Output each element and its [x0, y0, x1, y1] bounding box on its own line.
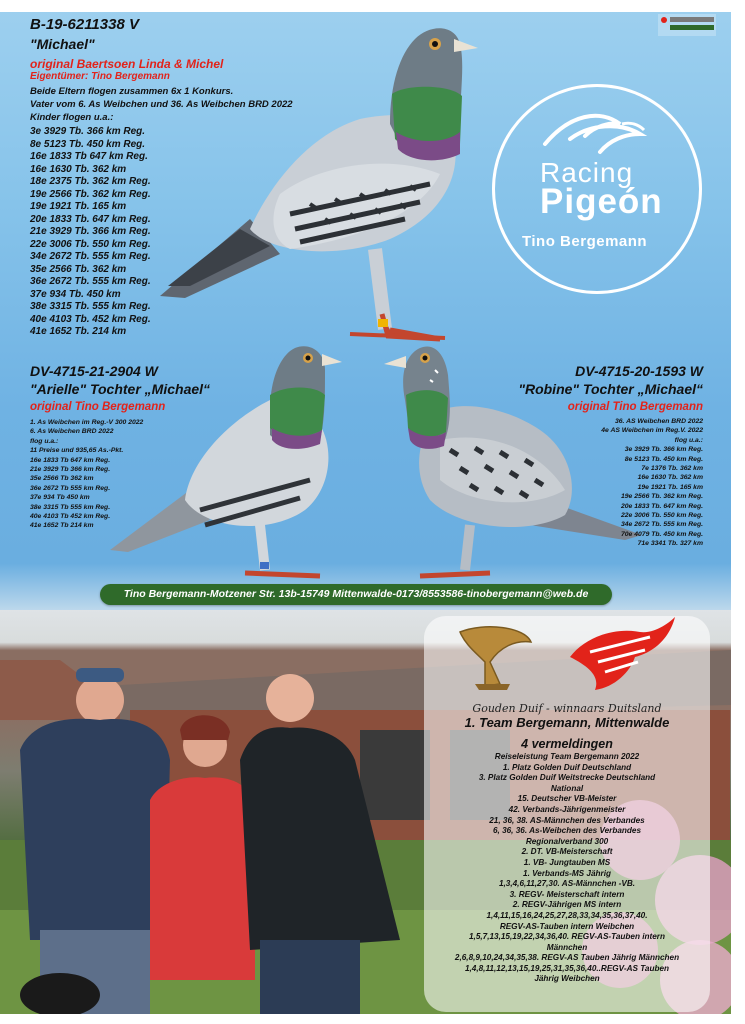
award-mentions: 4 vermeldingen [521, 737, 613, 751]
main-origin: original Baertsoen Linda & Michel [30, 57, 224, 71]
result-item: 8e 5123 Tb. 450 km Reg. [30, 138, 146, 150]
result-item: 19e 1921 Tb. 165 km [30, 201, 127, 212]
achievement-item: 42. Verbands-Jährigenmeister [508, 804, 626, 814]
achievements-list [430, 752, 704, 985]
main-desc-line-2: Vater vom 6. As Weibchen und 36. As Weibchen BRD 2022 [30, 99, 293, 110]
list-item: 16e 1833 Tb 647 km Reg. [30, 456, 111, 464]
achievement-item: National [550, 783, 584, 793]
list-item: flog u.a.: [30, 437, 59, 445]
right-results-list [601, 417, 703, 549]
list-item: 4e AS Weibchen im Reg.V. 2022 [601, 427, 703, 435]
result-item: 35e 2566 Tb. 362 km [30, 263, 127, 275]
achievement-item: Jährig Weibchen [534, 974, 600, 984]
list-item: 6. As Weibchen BRD 2022 [30, 428, 114, 436]
result-item: 16e 1630 Tb. 362 km [30, 163, 127, 175]
right-border [731, 0, 745, 1024]
top-border [0, 0, 745, 12]
list-item: 19e 2566 Tb. 362 km Reg. [621, 493, 703, 501]
result-item: 21e 3929 Tb. 366 km Reg. [30, 226, 151, 237]
logo-pigeon-text: Pigeón [540, 182, 663, 221]
list-item: 36. AS Weibchen BRD 2022 [614, 418, 703, 425]
main-ring-number: B-19-6211338 V [30, 16, 139, 33]
result-item: 37e 934 Tb. 450 km [30, 288, 121, 300]
achievement-item: 1. VB- Jungtauben MS [523, 857, 611, 867]
result-item: 16e 1833 Tb 647 km Reg. [30, 151, 148, 162]
achievement-item: 21, 36, 38. AS-Männchen des Verbandes [489, 815, 645, 825]
logo-racing-text: Racing [540, 157, 634, 188]
list-item: 34e 2672 Tb. 555 km Reg. [621, 521, 703, 529]
result-item: 41e 1652 Tb. 214 km [30, 326, 127, 337]
left-pigeon-title: "Arielle" Tochter „Michael“ [30, 381, 211, 397]
result-item: 38e 3315 Tb. 555 km Reg. [30, 301, 151, 312]
left-ring-number: DV-4715-21-2904 W [30, 363, 158, 379]
result-item: 20e 1833 Tb. 647 km Reg. [30, 213, 151, 225]
achievement-item: REGV-AS-Tauben intern Weibchen [499, 921, 635, 931]
right-ring-number: DV-4715-20-1593 W [575, 363, 703, 379]
main-owner: Eigentümer: Tino Bergemann [30, 71, 170, 82]
achievement-item: 3. REGV- Meisterschaft intern [509, 889, 625, 899]
logo-owner-text: Tino Bergemann [522, 233, 648, 250]
sponsor-badge-icon [658, 14, 716, 36]
list-item: 36e 2672 Tb 555 km Reg. [30, 484, 111, 492]
main-pigeon-name: "Michael" [30, 36, 95, 52]
achievement-item: 2. REGV-Jährigen MS intern [512, 900, 622, 910]
result-item: 36e 2672 Tb. 555 km Reg. [30, 276, 151, 287]
list-item: 20e 1833 Tb. 647 km Reg. [621, 502, 703, 510]
list-item: 16e 1630 Tb. 362 km [637, 474, 703, 482]
result-item: 3e 3929 Tb. 366 km Reg. [30, 126, 146, 137]
list-item: 8e 5123 Tb. 450 km Reg. [624, 455, 703, 463]
list-item: flog u.a.: [674, 436, 703, 444]
achievement-item: Reiseleistung Team Bergemann 2022 [494, 752, 640, 761]
right-origin: original Tino Bergemann [567, 401, 703, 413]
achievement-item: 2,6,8,9,10,24,34,35,38. REGV-AS Tauben Jährig Männchen [454, 953, 680, 963]
result-item: 19e 2566 Tb. 362 km Reg. [30, 188, 151, 200]
achievement-item: Regionalverband 300 [525, 836, 609, 846]
result-item: 34e 2672 Tb. 555 km Reg. [30, 251, 151, 262]
result-item: 40e 4103 Tb. 452 km Reg. [30, 313, 151, 325]
list-item: 35e 2566 Tb 362 km [30, 475, 94, 483]
main-pigeon-image [160, 14, 490, 348]
achievement-item: 3. Platz Golden Duif Weitstrecke Deutschland [478, 773, 656, 783]
contact-bar: Tino Bergemann-Motzener Str. 13b-15749 Mittenwalde-0173/8553586-tinobergemann@web.de [100, 584, 612, 605]
list-item: 7e 1376 Tb. 362 km [641, 465, 703, 473]
main-desc-line-3: Kinder flogen u.a.: [30, 112, 114, 123]
achievement-item: 1. Verbands-MS Jährig [523, 868, 611, 878]
list-item: 19e 1921 Tb. 165 km [637, 483, 703, 491]
main-results-list [30, 126, 151, 339]
achievement-item: 1,4,8,11,12,13,15,19,25,31,35,36,40..REGV-AS Tauben [464, 963, 670, 973]
list-item: 38e 3315 Tb 555 km Reg. [30, 503, 111, 511]
list-item: 3e 3929 Tb. 366 km Reg. [624, 446, 703, 454]
red-dove-logo-icon [560, 612, 678, 692]
achievement-item: Männchen [546, 942, 588, 952]
award-title: Gouden Duif - winnaars Duitsland [472, 702, 662, 715]
achievement-item: 1,4,11,15,16,24,25,27,28,33,34,35,36,37,40. [486, 910, 648, 920]
list-item: 70e 4079 Tb. 450 km Reg. [621, 530, 703, 538]
left-origin: original Tino Bergemann [30, 401, 166, 413]
achievement-item: 6, 36, 36. As-Weibchen des Verbandes [492, 826, 642, 836]
list-item: 41e 1652 Tb 214 km [30, 522, 94, 530]
list-item: 22e 3006 Tb. 550 km Reg. [621, 512, 703, 520]
list-item: 71e 3341 Tb. 327 km [637, 540, 703, 548]
achievement-item: 1,5,7,13,15,19,22,34,36,40. REGV-AS-Tauben intern [469, 932, 665, 942]
golden-trophy-icon [455, 622, 535, 692]
list-item: 40e 4103 Tb 452 km Reg. [30, 513, 111, 521]
list-item: 37e 934 Tb 450 km [30, 494, 90, 502]
achievement-item: 1. Platz Golden Duif Deutschland [502, 762, 632, 772]
bird-logo-icon [540, 104, 650, 160]
result-item: 22e 3006 Tb. 550 km Reg. [30, 238, 151, 250]
bottom-border [0, 1014, 745, 1024]
left-pigeon-image [110, 340, 350, 585]
right-pigeon-title: "Robine" Tochter „Michael“ [518, 381, 703, 397]
list-item: 21e 3929 Tb 366 km Reg. [30, 466, 111, 474]
list-item: 1. As Weibchen im Reg.-V 300 2022 [30, 419, 144, 426]
main-desc-line-1: Beide Eltern flogen zusammen 6x 1 Konkurs. [30, 86, 234, 97]
award-team: 1. Team Bergemann, Mittenwalde [464, 715, 670, 730]
achievement-item: 15. Deutscher VB-Meister [517, 794, 617, 804]
list-item: 11 Preise und 935,65 As.-Pkt. [30, 447, 124, 455]
achievement-item: 2. DT. VB-Meisterschaft [521, 847, 613, 857]
result-item: 18e 2375 Tb. 362 km Reg. [30, 176, 151, 187]
achievement-item: 1,3,4,6,11,27,30. AS-Männchen -VB. [498, 879, 636, 889]
